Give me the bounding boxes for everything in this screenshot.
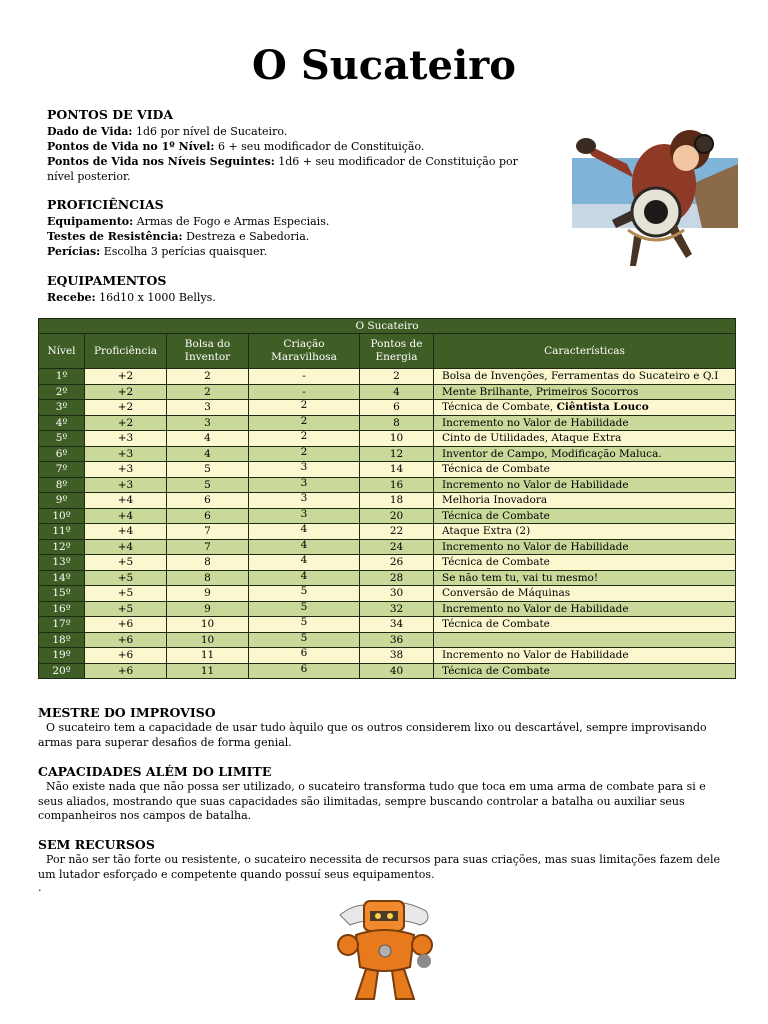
table-row: [39, 586, 736, 602]
proficiency-cell: +2: [85, 369, 167, 385]
features-cell: Incremento no Valor de Habilidade: [434, 477, 736, 493]
hp-first-level-row: [47, 139, 547, 154]
scrapper-character-illustration: [572, 124, 738, 276]
col-header-inventor-bag: Bolsa do Inventor: [167, 334, 249, 369]
equipment-prof-text: Armas de Fogo e Armas Especiais.: [133, 215, 330, 228]
inventor-bag-cell: 8: [167, 555, 249, 571]
energy-points-cell: 18: [360, 493, 434, 509]
hit-points-heading: PONTOS DE VIDA: [47, 107, 174, 122]
energy-points-cell: 12: [360, 446, 434, 462]
level-cell: 19º: [39, 648, 85, 664]
wonderful-creation-cell: 5: [249, 617, 360, 633]
features-cell: Técnica de Combate: [434, 617, 736, 633]
section-text: Por não ser tão forte ou resistente, o sucateiro necessita de recursos para suas criações, mas suas limitações fazem dele um lutador esforçado e competente quando possuí seus equipamentos.: [38, 853, 721, 881]
proficiency-cell: +6: [85, 663, 167, 679]
table-row: [39, 663, 736, 679]
table-row: [39, 524, 736, 540]
table-row: [39, 570, 736, 586]
features-cell: Técnica de Combate: [434, 555, 736, 571]
energy-points-cell: 30: [360, 586, 434, 602]
hp-next-levels-row: [47, 154, 547, 184]
proficiency-cell: +6: [85, 617, 167, 633]
receives-row: [47, 290, 547, 305]
table-row: [39, 508, 736, 524]
proficiency-cell: +5: [85, 570, 167, 586]
table-row: [39, 555, 736, 571]
proficiency-cell: +3: [85, 462, 167, 478]
features-cell: Cinto de Utilidades, Ataque Extra: [434, 431, 736, 447]
hp-first-level-text: 6 + seu modificador de Constituição.: [214, 140, 425, 153]
energy-points-cell: 32: [360, 601, 434, 617]
energy-points-cell: 6: [360, 400, 434, 416]
hit-dice-text: 1d6 por nível de Sucateiro.: [132, 125, 288, 138]
receives-text: 16d10 x 1000 Bellys.: [95, 291, 216, 304]
page-title: O Sucateiro: [252, 42, 516, 89]
energy-points-cell: 16: [360, 477, 434, 493]
inventor-bag-cell: 3: [167, 415, 249, 431]
level-cell: 15º: [39, 586, 85, 602]
col-header-proficiency: Proficiência: [85, 334, 167, 369]
table-row: [39, 369, 736, 385]
features-cell: Melhoria Inovadora: [434, 493, 736, 509]
wonderful-creation-cell: 2: [249, 446, 360, 462]
class-progression-table: [38, 318, 736, 679]
proficiency-cell: +4: [85, 493, 167, 509]
saving-throws-text: Destreza e Sabedoria.: [182, 230, 310, 243]
equipment-prof-row: [47, 214, 547, 229]
proficiencies-heading: PROFICIÊNCIAS: [47, 197, 164, 212]
features-cell: Ataque Extra (2): [434, 524, 736, 540]
wonderful-creation-cell: 2: [249, 415, 360, 431]
inventor-bag-cell: 6: [167, 493, 249, 509]
proficiency-cell: +4: [85, 524, 167, 540]
section-heading: MESTRE DO IMPROVISO: [38, 705, 216, 720]
table-row: [39, 601, 736, 617]
skills-row: [47, 244, 547, 259]
robot-leg-left: [356, 969, 378, 999]
level-cell: 17º: [39, 617, 85, 633]
robot-claw: [417, 954, 431, 968]
features-cell: Incremento no Valor de Habilidade: [434, 601, 736, 617]
proficiency-cell: +2: [85, 384, 167, 400]
features-cell: Incremento no Valor de Habilidade: [434, 648, 736, 664]
col-header-level: Nível: [39, 334, 85, 369]
col-header-energy-points: Pontos de Energia: [360, 334, 434, 369]
features-cell: Inventor de Campo, Modificação Maluca.: [434, 446, 736, 462]
features-cell: Técnica de Combate: [434, 462, 736, 478]
inventor-bag-cell: 10: [167, 632, 249, 648]
section-text: O sucateiro tem a capacidade de usar tudo àquilo que os outros considerem lixo ou descartável, sempre improvisando armas para superar desafios de forma genial.: [38, 721, 707, 749]
features-cell: Se não tem tu, vai tu mesmo!: [434, 570, 736, 586]
inventor-bag-cell: 11: [167, 663, 249, 679]
energy-points-cell: 10: [360, 431, 434, 447]
proficiencies-block: [47, 197, 547, 259]
receives-label: Recebe:: [47, 291, 96, 304]
saving-throws-row: [47, 229, 547, 244]
proficiency-cell: +5: [85, 555, 167, 571]
level-cell: 1º: [39, 369, 85, 385]
wonderful-creation-cell: -: [249, 384, 360, 400]
table-row: [39, 384, 736, 400]
wonderful-creation-cell: 5: [249, 632, 360, 648]
wonderful-creation-cell: 4: [249, 539, 360, 555]
proficiency-cell: +3: [85, 431, 167, 447]
table-row: [39, 477, 736, 493]
wonderful-creation-cell: 2: [249, 431, 360, 447]
energy-points-cell: 36: [360, 632, 434, 648]
energy-points-cell: 22: [360, 524, 434, 540]
proficiency-cell: +6: [85, 632, 167, 648]
section-text: Não existe nada que não possa ser utilizado, o sucateiro transforma tudo que toca em uma arma de combate para si e seus aliados, mostrando que suas capacidades são ilimitadas, sempre buscando controlar a batalha ou auxiliar seus companheiros nos campos de batalha.: [38, 780, 706, 822]
features-cell: Técnica de Combate, Ciêntista Louco: [434, 400, 736, 416]
proficiency-cell: +3: [85, 477, 167, 493]
wonderful-creation-cell: 6: [249, 663, 360, 679]
robot-character-illustration: [330, 895, 440, 1007]
robot-shoulder-right: [412, 935, 432, 955]
character-face: [673, 145, 699, 171]
wonderful-creation-cell: -: [249, 369, 360, 385]
wonderful-creation-cell: 2: [249, 400, 360, 416]
equipment-block: [47, 273, 547, 305]
level-cell: 11º: [39, 524, 85, 540]
proficiency-cell: +5: [85, 586, 167, 602]
features-cell: Incremento no Valor de Habilidade: [434, 539, 736, 555]
saving-throws-label: Testes de Resistência:: [47, 230, 183, 243]
inventor-bag-cell: 5: [167, 462, 249, 478]
table-row: [39, 400, 736, 416]
energy-points-cell: 4: [360, 384, 434, 400]
inventor-bag-cell: 9: [167, 586, 249, 602]
inventor-bag-cell: 4: [167, 431, 249, 447]
table-row: [39, 617, 736, 633]
robot-chest-bolt: [379, 945, 391, 957]
features-cell: Mente Brilhante, Primeiros Socorros: [434, 384, 736, 400]
wonderful-creation-cell: 3: [249, 493, 360, 509]
energy-points-cell: 26: [360, 555, 434, 571]
proficiency-cell: +6: [85, 648, 167, 664]
features-cell: Bolsa de Invenções, Ferramentas do Sucateiro e Q.I: [434, 369, 736, 385]
character-glove: [576, 138, 596, 154]
level-cell: 2º: [39, 384, 85, 400]
goggles-icon: [695, 135, 713, 153]
inventor-bag-cell: 6: [167, 508, 249, 524]
wonderful-creation-cell: 5: [249, 586, 360, 602]
col-header-wonderful-creation: Criação Maravilhosa: [249, 334, 360, 369]
section-heading: SEM RECURSOS: [38, 837, 155, 852]
section-capacidades-alem-do-limite: [38, 764, 728, 824]
level-cell: 18º: [39, 632, 85, 648]
energy-points-cell: 40: [360, 663, 434, 679]
character-leg-right: [670, 224, 692, 258]
features-bold-text: Ciêntista Louco: [556, 401, 649, 414]
hit-dice-row: [47, 124, 547, 139]
inventor-bag-cell: 5: [167, 477, 249, 493]
level-cell: 9º: [39, 493, 85, 509]
wonderful-creation-cell: 4: [249, 555, 360, 571]
features-cell: Técnica de Combate: [434, 663, 736, 679]
energy-points-cell: 38: [360, 648, 434, 664]
table-row: [39, 415, 736, 431]
level-cell: 5º: [39, 431, 85, 447]
inventor-bag-cell: 3: [167, 400, 249, 416]
section-heading: CAPACIDADES ALÉM DO LIMITE: [38, 764, 272, 779]
section-mestre-do-improviso: [38, 705, 728, 750]
wonderful-creation-cell: 6: [249, 648, 360, 664]
inventor-bag-cell: 7: [167, 539, 249, 555]
table-row: [39, 462, 736, 478]
energy-points-cell: 34: [360, 617, 434, 633]
features-cell: [434, 632, 736, 648]
energy-points-cell: 24: [360, 539, 434, 555]
energy-points-cell: 2: [360, 369, 434, 385]
col-header-features: Características: [434, 334, 736, 369]
energy-points-cell: 14: [360, 462, 434, 478]
inventor-bag-cell: 10: [167, 617, 249, 633]
proficiency-cell: +3: [85, 446, 167, 462]
wonderful-creation-cell: 5: [249, 601, 360, 617]
wonderful-creation-cell: 4: [249, 524, 360, 540]
level-cell: 16º: [39, 601, 85, 617]
wonderful-creation-cell: 3: [249, 508, 360, 524]
features-cell: Incremento no Valor de Habilidade: [434, 415, 736, 431]
table-caption: O Sucateiro: [39, 319, 736, 334]
hp-first-level-label: Pontos de Vida no 1º Nível:: [47, 140, 215, 153]
proficiency-cell: +4: [85, 508, 167, 524]
table-row: [39, 648, 736, 664]
energy-points-cell: 20: [360, 508, 434, 524]
features-cell: Técnica de Combate: [434, 508, 736, 524]
wonderful-creation-cell: 3: [249, 462, 360, 478]
hit-points-block: [47, 107, 547, 184]
level-cell: 20º: [39, 663, 85, 679]
table-row: [39, 493, 736, 509]
hp-next-levels-text: 1d6 + seu modificador de Constituição por nível posterior.: [47, 155, 518, 183]
skills-label: Perícias:: [47, 245, 101, 258]
robot-eye-left: [375, 913, 381, 919]
robot-visor: [370, 911, 398, 921]
inventor-bag-cell: 11: [167, 648, 249, 664]
level-cell: 7º: [39, 462, 85, 478]
hp-next-levels-label: Pontos de Vida nos Níveis Seguintes:: [47, 155, 275, 168]
character-leg: [630, 236, 642, 266]
table-row: [39, 446, 736, 462]
inventor-bag-cell: 2: [167, 369, 249, 385]
robot-leg-right: [392, 969, 414, 999]
skills-text: Escolha 3 perícias quaisquer.: [100, 245, 268, 258]
equipment-prof-label: Equipamento:: [47, 215, 134, 228]
level-cell: 12º: [39, 539, 85, 555]
robot-shoulder-left: [338, 935, 358, 955]
level-cell: 10º: [39, 508, 85, 524]
engine-core: [644, 200, 668, 224]
level-cell: 4º: [39, 415, 85, 431]
inventor-bag-cell: 9: [167, 601, 249, 617]
inventor-bag-cell: 8: [167, 570, 249, 586]
proficiency-cell: +4: [85, 539, 167, 555]
wonderful-creation-cell: 4: [249, 570, 360, 586]
level-cell: 6º: [39, 446, 85, 462]
proficiency-cell: +2: [85, 415, 167, 431]
proficiency-cell: +2: [85, 400, 167, 416]
wonderful-creation-cell: 3: [249, 477, 360, 493]
level-cell: 3º: [39, 400, 85, 416]
trailing-dot: .: [38, 881, 42, 894]
table-row: [39, 431, 736, 447]
level-cell: 13º: [39, 555, 85, 571]
hit-dice-label: Dado de Vida:: [47, 125, 133, 138]
section-sem-recursos: [38, 837, 728, 882]
energy-points-cell: 8: [360, 415, 434, 431]
table-row: [39, 539, 736, 555]
level-cell: 8º: [39, 477, 85, 493]
proficiency-cell: +5: [85, 601, 167, 617]
features-cell: Conversão de Máquinas: [434, 586, 736, 602]
robot-eye-right: [387, 913, 393, 919]
inventor-bag-cell: 4: [167, 446, 249, 462]
inventor-bag-cell: 7: [167, 524, 249, 540]
table-row: [39, 632, 736, 648]
inventor-bag-cell: 2: [167, 384, 249, 400]
energy-points-cell: 28: [360, 570, 434, 586]
level-cell: 14º: [39, 570, 85, 586]
equipment-heading: EQUIPAMENTOS: [47, 273, 167, 288]
